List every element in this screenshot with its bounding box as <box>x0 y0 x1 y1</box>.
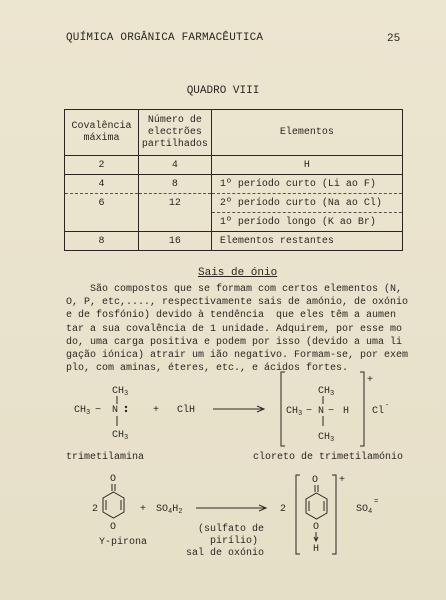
cell-electrons: 16 <box>138 232 211 251</box>
reagent-hcl: ClH <box>177 405 196 416</box>
svg-text:CH3: $CH_3$ <box>318 432 335 444</box>
methyl-left: $CH_3$ <box>74 405 91 417</box>
cell-elements: 1º período curto (Li ao F) <box>211 175 402 194</box>
sulfuric-acid: $SO_4H_2$ <box>156 504 183 516</box>
nitrogen-atom: N <box>112 405 119 416</box>
header-line: electrões <box>147 126 202 138</box>
chloride-anion: Cl <box>372 406 385 417</box>
label-trimethylammonium-chloride: cloreto de trimetilamónio <box>253 452 404 463</box>
label-oxonium-salt: sal de oxónio <box>186 548 265 559</box>
paragraph-line: São compostos que se formam com certos elementos (N, <box>66 284 403 295</box>
reaction-arrow <box>213 406 264 412</box>
pyrylium-structure <box>296 475 378 555</box>
cell-elements: 1º período longo (K ao Br) <box>211 213 402 232</box>
cell-covalence: 2 <box>65 156 139 175</box>
hydrogen-atom: H <box>343 406 350 417</box>
svg-text:−: − <box>306 406 313 417</box>
trimethylamine-structure <box>74 386 128 442</box>
cell-electrons: 8 <box>138 175 211 194</box>
sulfate-charge: = <box>374 498 379 506</box>
cell-elements: Elementos restantes <box>211 232 402 251</box>
page-number: 25 <box>387 33 401 45</box>
svg-text:N: N <box>318 406 325 417</box>
running-title: QUÍMICA ORGÂNICA FARMACÊUTICA <box>66 32 264 44</box>
paragraph-line: plo, com aminas, éteres, etc., e ácidos fortes. <box>66 363 349 375</box>
header-line: partilhados <box>141 138 208 150</box>
label-trimethylamine: trimetilamina <box>66 452 145 463</box>
paragraph-line: e de fosfónio) devido à tendência que eles têm a aumen <box>66 310 397 322</box>
cation-charge-2: + <box>339 475 346 486</box>
section-title: Sais de ónio <box>198 267 278 279</box>
coefficient-right: 2 <box>280 504 287 515</box>
svg-text:O: O <box>312 475 319 486</box>
table-title: QUADRO VIII <box>186 85 260 97</box>
label-gamma-pyrone: Y-pirona <box>99 537 148 548</box>
paragraph-line: gação iónica) atrair um ião negativo. Formam-se, por exem <box>66 350 409 362</box>
methyl-bottom: $CH_3$ <box>112 430 129 442</box>
cation-charge: + <box>367 375 374 386</box>
cell-elements: 2º período curto (Na ao Cl) <box>211 194 402 213</box>
svg-text:CH3: $CH_3$ <box>286 406 303 418</box>
svg-text:+: + <box>140 504 147 515</box>
pyrone-structure <box>92 474 124 533</box>
svg-text:−: − <box>95 405 102 416</box>
cell-covalence: 6 <box>65 194 139 213</box>
cell-covalence: 4 <box>65 175 139 194</box>
oxonium-hydrogen: H <box>313 544 320 555</box>
svg-text:O: O <box>313 522 320 533</box>
svg-text:−: − <box>328 406 335 417</box>
paragraph-line: O, P, etc,...., respectivamente sais de amónio, de oxónio <box>66 297 409 309</box>
cell-elements: H <box>211 156 402 175</box>
cell-covalence: 8 <box>65 232 139 251</box>
plus-sign: + <box>153 405 160 416</box>
carbonyl-oxygen: O <box>110 474 117 485</box>
methyl-top: $CH_3$ <box>112 386 129 398</box>
header-line: Covalência <box>71 120 132 132</box>
sulfate-anion: $SO_4$ <box>356 504 373 516</box>
svg-text:CH3: $CH_3$ <box>318 386 335 398</box>
coefficient-left: 2 <box>92 504 99 515</box>
paragraph-line: tar a sua covalência de 1 unidade. Adquirem, por esse mo <box>66 323 403 335</box>
cell-electrons: 12 <box>138 194 211 213</box>
label-pyrylium-sulfate: (sulfato de <box>198 524 265 535</box>
cell-electrons: 4 <box>138 156 211 175</box>
ammonium-structure <box>281 372 389 446</box>
reaction-arrow-2 <box>196 505 266 511</box>
anion-charge: - <box>385 402 390 410</box>
header-line: máxima <box>83 132 120 144</box>
header-elements: Elementos <box>211 110 402 156</box>
header-line: Número de <box>147 114 202 126</box>
label-pyrylium: pirílio) <box>210 536 259 547</box>
svg-text:O: O <box>110 522 117 533</box>
paragraph-line: do, uma carga positiva e podem por isso (devido a uma li <box>66 336 403 348</box>
